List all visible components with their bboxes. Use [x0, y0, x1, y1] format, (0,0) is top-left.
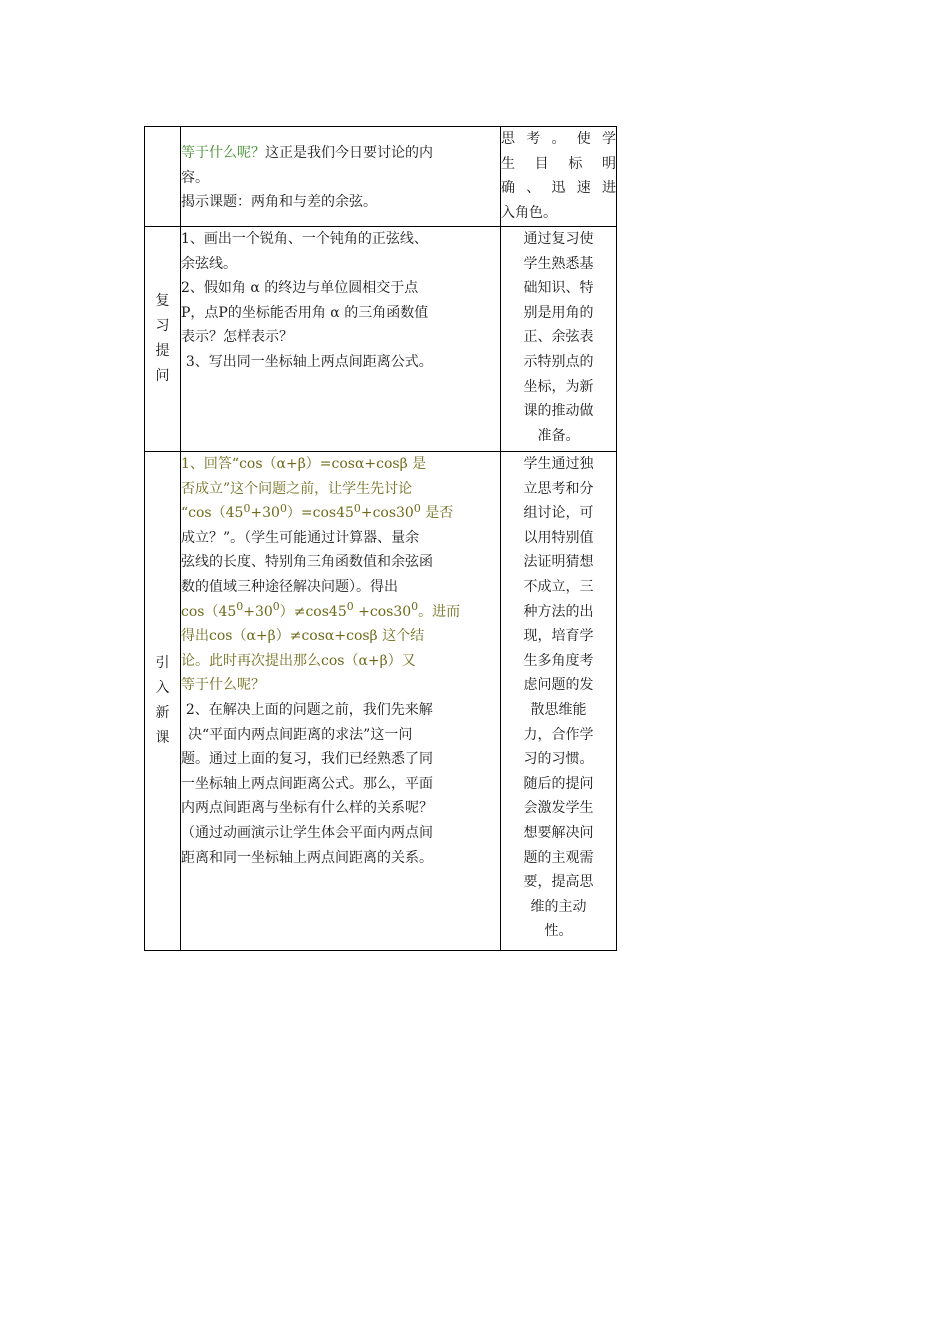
content-cell: [181, 227, 501, 452]
note-line: 随后的提问: [523, 775, 594, 792]
degree-mark: 0: [411, 599, 419, 613]
note-line: 入角色。: [501, 204, 557, 221]
note-line: 法证明猜想: [523, 554, 594, 571]
label-char: 复: [155, 293, 170, 309]
degree-mark: 0: [236, 599, 244, 613]
content-line: 揭示课题：两角和与差的余弦。: [181, 194, 377, 211]
note-line: 想要解决问: [523, 824, 594, 841]
table-row: [145, 452, 617, 951]
content-line: 余弦线。: [181, 255, 237, 272]
note-cell: [501, 227, 617, 452]
content-line: 等于什么呢？: [181, 677, 265, 694]
text-span: ）=cos45: [286, 505, 354, 522]
note-line: 础知识、特: [523, 280, 594, 297]
section-label-review: [145, 227, 181, 452]
note-line: 通过复习使: [523, 231, 594, 247]
content-line: 论。此时再次提出那么cos（α+β）又: [181, 652, 416, 669]
note-line: 正、余弦表: [523, 329, 594, 346]
degree-mark: 0: [279, 501, 287, 515]
text-span: “cos（45: [181, 505, 244, 522]
note-line: 组讨论，可: [523, 505, 594, 522]
content-cell: [181, 127, 501, 227]
distance-paragraph: [181, 698, 500, 870]
content-line: 数的值域三种途径解决问题）。得出: [181, 578, 398, 595]
note-line: 准备。: [537, 427, 580, 444]
content-line: 得出cos（α+β）≠cosα+cosβ 这个结: [181, 628, 425, 645]
content-line: 容。: [181, 169, 209, 186]
text-span: +30: [243, 603, 273, 620]
content-line: 否成立”这个问题之前，让学生先讨论: [181, 480, 413, 497]
text-span: 是否: [425, 505, 454, 522]
text-span: +30: [250, 505, 280, 522]
note-line: 题的主观需: [523, 849, 594, 866]
text-span: 这正是我们今日要讨论的内: [265, 145, 433, 161]
note-line: 现，培育学: [523, 628, 594, 645]
note-line: 示特别点的: [523, 353, 594, 370]
content-line: 表示？怎样表示？: [181, 329, 293, 346]
note-line: 习的习惯。: [523, 751, 594, 768]
note-line: 虑问题的发: [523, 677, 594, 694]
note-line: 种方法的出: [523, 603, 594, 620]
content-line: 弦线的长度、特别角三角函数值和余弦函: [181, 554, 433, 571]
text-span: +cos30: [360, 505, 414, 522]
note-line: 生多角度考: [523, 652, 594, 669]
note-cell: [501, 127, 617, 227]
content-line: 成立？”。（学生可能通过计算器、量余: [181, 529, 420, 546]
note-line: 立思考和分: [523, 480, 594, 497]
content-cell: [181, 452, 501, 951]
degree-mark: 0: [353, 501, 361, 515]
degree-mark: 0: [413, 501, 421, 515]
text-span: 。进而: [418, 603, 461, 620]
content-line: （通过动画演示让学生体会平面内两点间: [181, 824, 433, 841]
content-line: 2、假如角 α 的终边与单位圆相交于点: [181, 280, 419, 297]
content-line: P，点P的坐标能否用角 α 的三角函数值: [181, 304, 429, 321]
note-line: 生目标明: [501, 155, 616, 172]
content-line: 3、写出同一坐标轴上两点间距离公式。: [185, 353, 433, 370]
note-line: 维的主动: [530, 898, 587, 915]
text-span: cos（45: [181, 603, 237, 620]
note-line: 思考。使学: [501, 131, 616, 147]
text-span: ）≠cos45: [279, 603, 347, 620]
degree-mark: 0: [272, 599, 280, 613]
label-char: 习: [155, 318, 170, 334]
note-line: 不成立，三: [523, 578, 594, 595]
highlight-text: 等于什么呢？: [181, 145, 265, 161]
content-line: [181, 600, 500, 625]
content-line: 内两点间距离与坐标有什么样的关系呢？: [181, 800, 433, 817]
note-line: 坐标，为新: [523, 378, 594, 395]
note-line: 课的推动做: [523, 403, 594, 420]
note-line: 性。: [544, 923, 573, 940]
label-char: 课: [155, 730, 170, 746]
table-row: [145, 227, 617, 452]
degree-mark: 0: [243, 501, 251, 515]
content-line: 距离和同一坐标轴上两点间距离的关系。: [181, 849, 433, 866]
section-label-empty: [145, 127, 181, 227]
question-paragraph: [181, 452, 500, 698]
note-line: 会激发学生: [523, 800, 594, 817]
content-line: 1、回答“cos（α+β）=cosα+cosβ 是: [181, 456, 427, 472]
label-char: 入: [155, 680, 170, 696]
label-char: 问: [155, 368, 170, 384]
text-span: +cos30: [353, 603, 412, 620]
degree-mark: 0: [346, 599, 354, 613]
note-line: 确、迅速进: [501, 180, 616, 197]
content-line: 2、在解决上面的问题之前，我们先来解: [185, 701, 433, 718]
table-row: [145, 127, 617, 227]
note-line: 散思维能: [530, 701, 587, 718]
content-line: [181, 141, 500, 166]
note-line: 力，合作学: [523, 726, 594, 743]
note-line: 学生通过独: [523, 456, 594, 472]
note-cell: [501, 452, 617, 951]
note-line: 以用特别值: [523, 529, 594, 546]
label-char: 提: [155, 343, 170, 359]
content-line: 题。通过上面的复习，我们已经熟悉了同: [181, 751, 433, 768]
content-line: [181, 501, 500, 526]
note-line: 学生熟悉基: [523, 255, 594, 272]
content-line: 一坐标轴上两点间距离公式。那么，平面: [181, 775, 433, 792]
label-char: 新: [155, 705, 170, 721]
lesson-plan-table: [144, 126, 617, 951]
label-char: 引: [155, 655, 170, 671]
note-line: 要，提高思: [523, 874, 594, 891]
section-label-intro: [145, 452, 181, 951]
note-line: 别是用角的: [523, 304, 594, 321]
content-line: 决“平面内两点间距离的求法”这一问: [188, 726, 413, 743]
content-line: 1、画出一个锐角、一个钝角的正弦线、: [181, 231, 428, 247]
